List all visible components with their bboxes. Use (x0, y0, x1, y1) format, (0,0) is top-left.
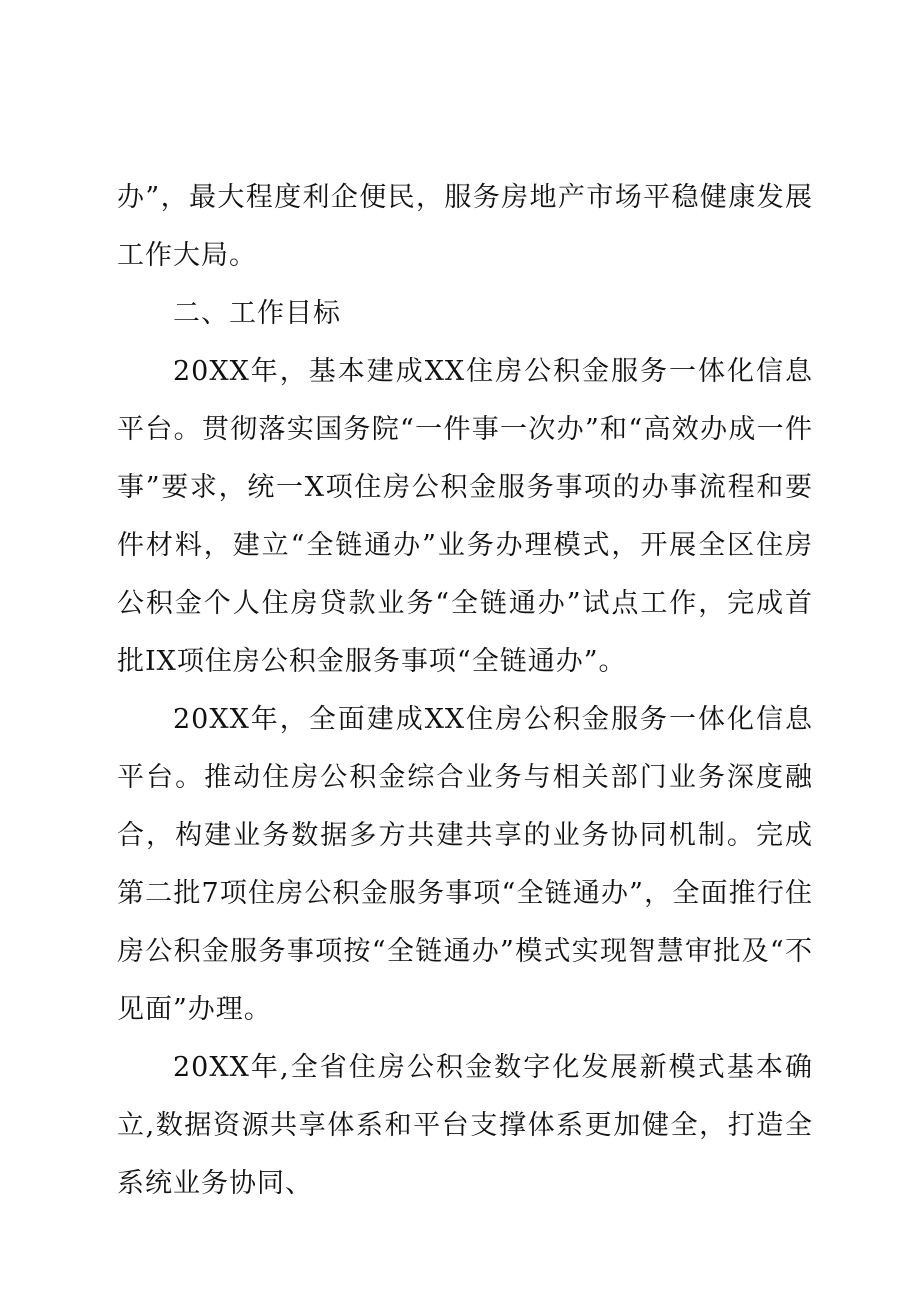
paragraph-goal-phase-1: 20XX年，基本建成XX住房公积金服务一体化信息平台。贯彻落实国务院“一件事一次办”和“高效办成一件事”要求，统一X项住房公积金服务事项的办事流程和要件材料，建立“全链通办”业务办理模式，开展全区住房公积金个人住房贷款业务“全链通办”试点工作，完成首批IX项住房公积金服务事项“全链通办”。 (117, 356, 813, 677)
paragraph-goal-phase-3: 20XX年,全省住房公积金数字化发展新模式基本确立,数据资源共享体系和平台支撑体系更加健全，打造全系统业务协同、 (117, 1052, 813, 1199)
document-body (117, 169, 813, 1213)
section-heading: 二、工作目标 (173, 298, 341, 329)
paragraph-continuation: 办”，最大程度利企便民，服务房地产市场平稳健康发展工作大局。 (117, 182, 813, 271)
paragraph-goal-phase-2: 20XX年，全面建成XX住房公积金服务一体化信息平台。推动住房公积金综合业务与相关部门业务深度融合，构建业务数据多方共建共享的业务协同机制。完成第二批7项住房公积金服务事项“全链通办”，全面推行住房公积金服务事项按“全链通办”模式实现智慧审批及“不见面”办理。 (117, 704, 813, 1025)
